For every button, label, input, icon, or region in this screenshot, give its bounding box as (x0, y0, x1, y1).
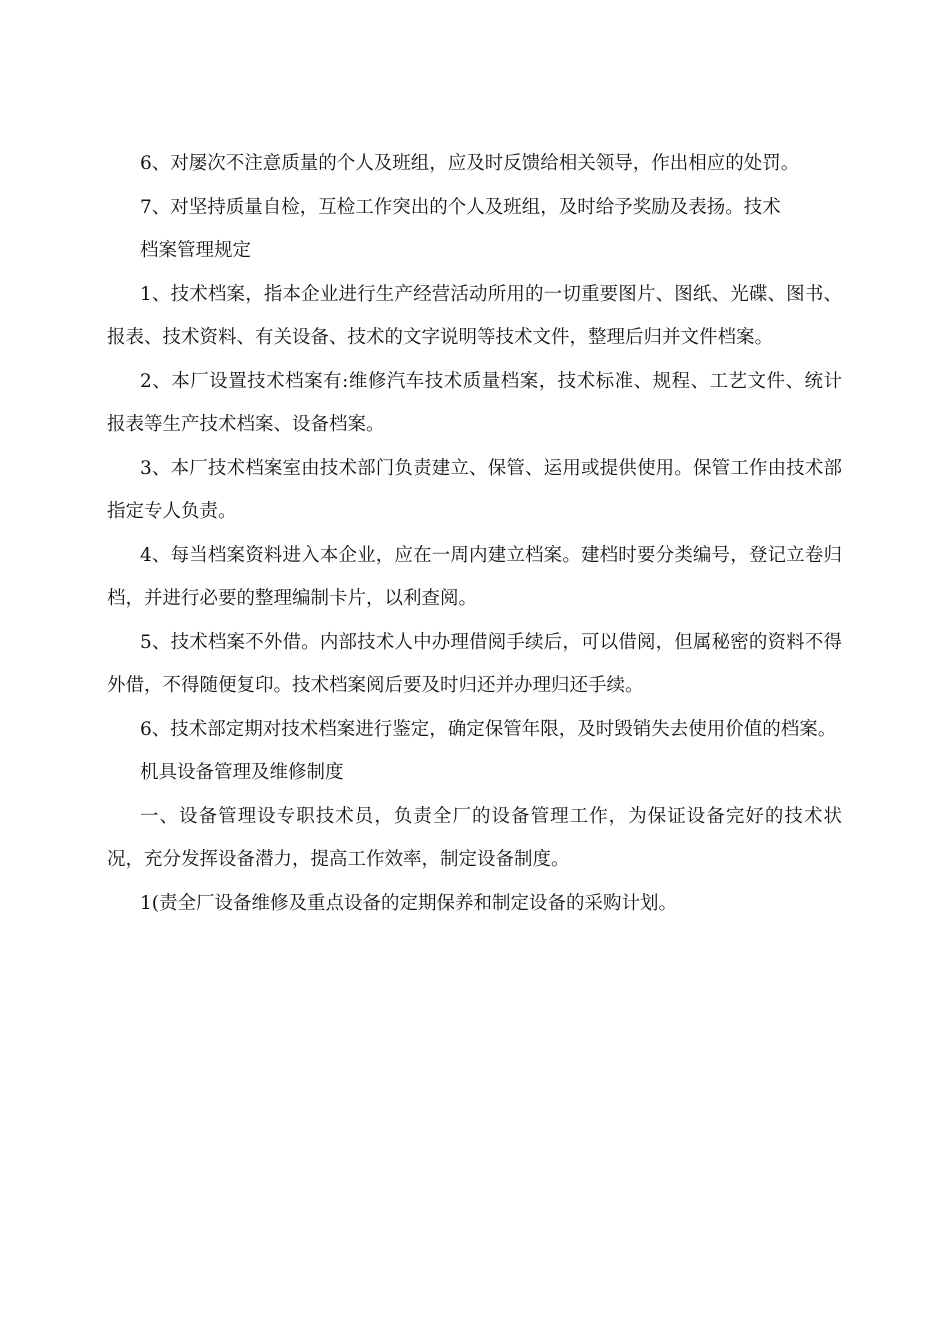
section-heading-tech-archive: 档案管理规定 (140, 240, 252, 261)
paragraph-archive-filing: 4、每当档案资料进入本企业，应在一周内建立档案。建档时要分类编号，登记立卷归档，并进行必要的整理编制卡片，以利查阅。 (107, 544, 842, 609)
paragraph-quality-reward: 7、对坚持质量自检，互检工作突出的个人及班组，及时给予奖励及表扬。技术 (140, 196, 781, 218)
paragraph-equipment-maintenance: 1(责全厂设备维修及重点设备的定期保养和制定设备的采购计划。 (140, 892, 677, 914)
section-heading-equipment: 机具设备管理及维修制度 (140, 762, 344, 783)
paragraph-archive-lending: 5、技术档案不外借。内部技术人中办理借阅手续后，可以借阅，但属秘密的资料不得外借，不得随便复印。技术档案阅后要及时归还并办理归还手续。 (107, 631, 842, 696)
paragraph-quality-penalty: 6、对屡次不注意质量的个人及班组，应及时反馈给相关领导，作出相应的处罚。 (140, 153, 800, 174)
paragraph-equipment-manager: 一、设备管理设专职技术员，负责全厂的设备管理工作，为保证设备完好的技术状况，充分发挥设备潜力，提高工作效率，制定设备制度。 (107, 805, 842, 870)
paragraph-archive-appraisal: 6、技术部定期对技术档案进行鉴定，确定保管年限，及时毁销失去使用价值的档案。 (140, 718, 837, 740)
paragraph-archive-types: 2、本厂设置技术档案有:维修汽车技术质量档案，技术标准、规程、工艺文件、统计报表等生产技术档案、设备档案。 (107, 370, 842, 435)
document-body (107, 142, 842, 925)
paragraph-archive-definition: 1、技术档案，指本企业进行生产经营活动所用的一切重要图片、图纸、光碟、图书、报表、技术资料、有关设备、技术的文字说明等技术文件，整理后归并文件档案。 (107, 283, 842, 348)
paragraph-archive-room: 3、本厂技术档案室由技术部门负责建立、保管、运用或提供使用。保管工作由技术部指定专人负责。 (107, 457, 842, 522)
